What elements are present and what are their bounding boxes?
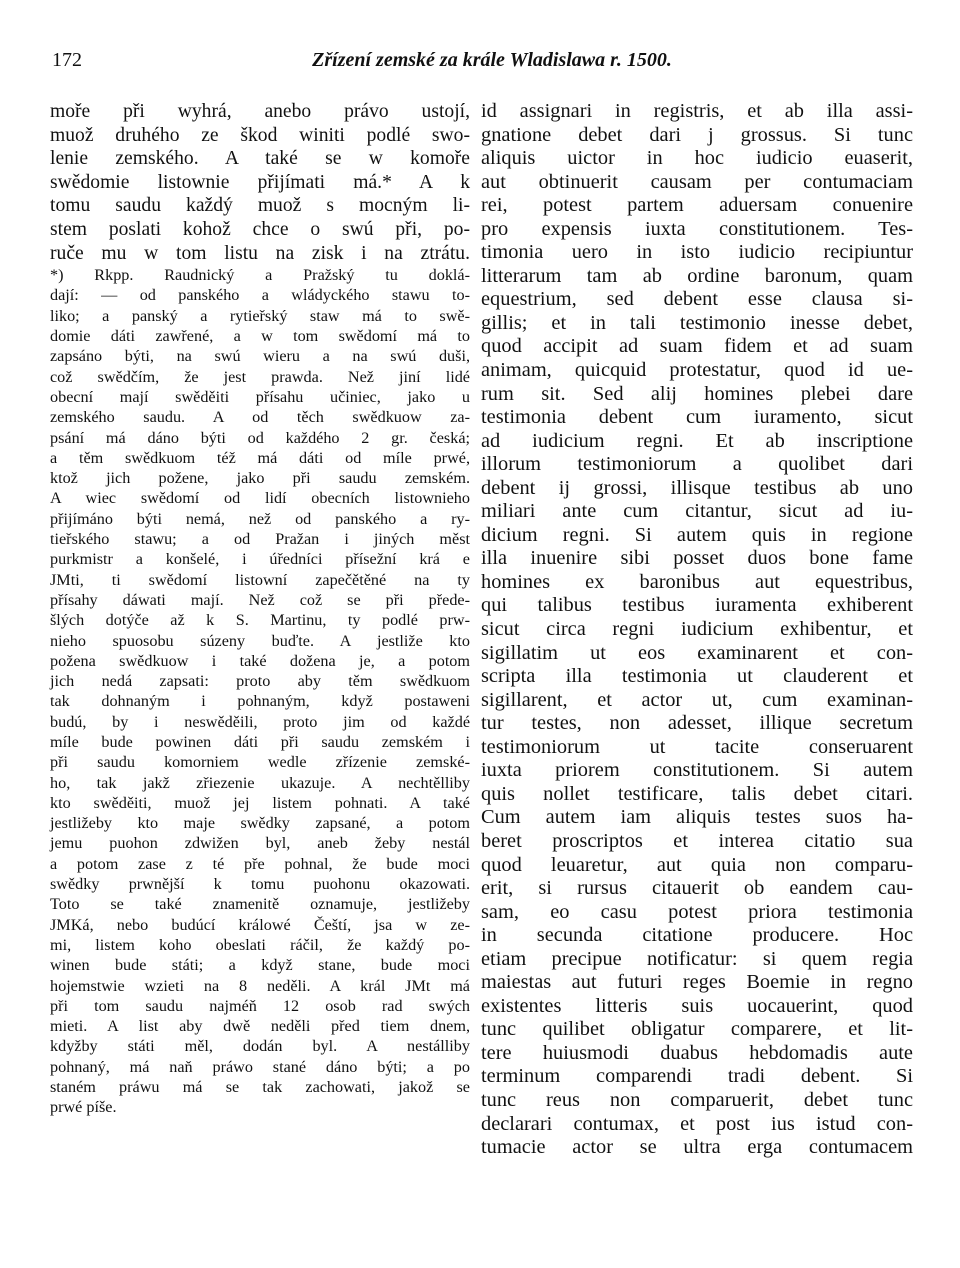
footnote-line: míle bude powinen dáti při saudu zemském i [50, 732, 470, 751]
text-line: dicium regni. Si autem quis in regione [481, 523, 913, 546]
footnote-line: tak dohnaným i pohnaným, když postaweni [50, 692, 470, 711]
footnote-line: obecní mají swěděiti přísahu učiniec, jako u [50, 387, 470, 406]
latin-text [481, 100, 913, 1160]
text-line: quod leuaretur, aut quia non comparu- [481, 853, 913, 876]
text-line: testimonia debent cum iuramento, sicut [481, 406, 913, 429]
text-line: qui talibus testibus iuramenta exhiberent [481, 594, 913, 617]
footnote-line: liko; a panský a rytieřský staw má to swě- [50, 306, 470, 325]
footnote-line: kto swěděiti, muož jej listem pohnati. A také [50, 793, 470, 812]
text-line: pro expensis iuxta constitutionem. Tes- [481, 217, 913, 240]
text-line: iuxta priorem constitutionem. Si autem [481, 759, 913, 782]
text-line: aliquis uictor in hoc iudicio euaserit, [481, 147, 913, 170]
text-line: maiestas aut futuri reges Boemie in regno [481, 971, 913, 994]
footnote-line: Toto se také znamenitě oznamuje, jestližeby [50, 895, 470, 914]
footnote-line: hojemstwie wzieti na 8 neděli. A král JMt má [50, 976, 470, 995]
text-line: tumacie actor se ultra erga contumacem [481, 1136, 913, 1159]
footnote-line: psání má dáno býti od každého 2 gr. česká; [50, 428, 470, 447]
text-line: animam, quicquid protestatur, quod id ue- [481, 359, 913, 382]
text-line: etiam precipue notificatur: si quem regia [481, 947, 913, 970]
text-line: muož druhého ze škod winiti podlé swo- [50, 124, 470, 146]
text-line: stem poslati kohož chce o swú při, po- [50, 218, 470, 240]
footnote-line: jich nedá zapsati: proto aby těm swědkuom [50, 672, 470, 691]
text-line: debent ij grossi, illisque testibus ab uno [481, 476, 913, 499]
footnote-line: šlých dotýče až k S. Martinu, ty podlé prw- [50, 611, 470, 630]
text-line: Cum autem iam aliquis testes suos ha- [481, 806, 913, 829]
text-line: tunc quilibet obligatur comparere, et lit- [481, 1018, 913, 1041]
text-line: miliari ante cum citantur, sicut ad iu- [481, 500, 913, 523]
running-title: Zřízení zemské za krále Wladislawa r. 1500. [312, 49, 672, 71]
text-line: timonia uero in isto iudicio recipiuntur [481, 241, 913, 264]
footnote-line: ho, tak jakž zřiezenie ukazuje. A nechtělliby [50, 773, 470, 792]
text-line: tomu saudu každý muož s mocným li- [50, 195, 470, 217]
text-line: tur testes, non adesset, illique secretum [481, 712, 913, 735]
footnote-line: pohnaný, má naň práwo stané dáno býti; a po [50, 1057, 470, 1076]
text-line: terminum comparendi tradi debent. Si [481, 1065, 913, 1088]
text-line: homines ex baronibus aut equestribus, [481, 570, 913, 593]
footnote-line: jemu puohon zdwižen byl, aneb žeby nestál [50, 834, 470, 853]
text-line: equestrium, sed debent esse clausa si- [481, 288, 913, 311]
text-line: rum sit. Sed alij homines plebei dare [481, 382, 913, 405]
footnote-line: domie dáti zawřené, a w tom swědomí má to [50, 327, 470, 346]
text-line: in secunda citatione producere. Hoc [481, 924, 913, 947]
footnote-text [50, 265, 470, 1117]
footnote-line: A wiec swědomí od lidí obecních listownieho [50, 489, 470, 508]
text-line: ruče mu w tom listu na zisk i na ztrátu. [50, 242, 470, 264]
footnote-line: tieřského stawu; a od Pražan i jiných měst [50, 530, 470, 549]
footnote-line: při tom saudu najméň 12 osob rad swých [50, 996, 470, 1015]
footnote-line: staném práwu má se tak zachowati, jakož se [50, 1078, 470, 1097]
footnote-line: zapsáno býti, na swú wieru a na swú duši, [50, 347, 470, 366]
text-line: ad iudicium regni. Et ab inscriptione [481, 429, 913, 452]
main-text [50, 100, 470, 265]
footnote-line: přijímáno býti nemá, než od panského a ry- [50, 509, 470, 528]
footnote-line: JMKá, nebo budúcí králowé Čeští, jsa w ze- [50, 915, 470, 934]
footnote-line: dají: — od panského a wládyckého stawu to- [50, 286, 470, 305]
text-line: moře při wyhrá, anebo právo ustojí, [50, 101, 470, 122]
text-line: sam, eo casu potest priora testimonia [481, 900, 913, 923]
footnote-line: požena swědkuow i také dožena je, a potom [50, 651, 470, 670]
text-line: beret proscriptos et interea citatio sua [481, 829, 913, 852]
text-line: tere huiusmodi duabus hebdomadis aute [481, 1041, 913, 1064]
footnote-line: a potom zase z té pře pohnal, že bude moci [50, 854, 470, 873]
text-line: aut obtinuerit causam per contumaciam [481, 170, 913, 193]
text-line: tunc reus non comparuerit, debet tunc [481, 1088, 913, 1111]
left-column [50, 100, 470, 1118]
text-line: scripta illa testimonia ut clauderent et [481, 665, 913, 688]
text-line: swědomie listownie přijímati má.* A k [50, 171, 470, 193]
text-line: quis nollet testificare, talis debet citari. [481, 782, 913, 805]
footnote-line: přísahy dáwati mají. Než což se při přede- [50, 590, 470, 609]
text-line: litterarum tam ab ordine baronum, quam [481, 264, 913, 287]
footnote-line: nieho spuosobu súzeny buďte. A jestliže kto [50, 631, 470, 650]
text-line: gnatione debet dari j grossus. Si tunc [481, 123, 913, 146]
footnote-line: kdyžby státi měl, dodán byl. A nestálliby [50, 1037, 470, 1056]
text-line: sigillarent, et actor ut, cum examinan- [481, 688, 913, 711]
right-column [481, 100, 913, 1160]
footnote-line: mi, listem koho obeslati ráčil, že každý po- [50, 935, 470, 954]
footnote-line: budú, by i neswěděili, proto jim od každé [50, 712, 470, 731]
footnote-line: jestližeby kto maje swědky zapsané, a potom [50, 814, 470, 833]
footnote-line: ktož jich požene, jako při saudu zemském. [50, 469, 470, 488]
footnote-line: purkmistr a konšelé, i úředníci přísežní krá e [50, 550, 470, 569]
text-line: illorum testimoniorum a quolibet dari [481, 453, 913, 476]
text-line: id assignari in registris, et ab illa assi- [481, 100, 913, 122]
text-line: sicut circa regni iudicium exhibentur, et [481, 618, 913, 641]
text-line: lenie zemského. A také se w komoře [50, 148, 470, 170]
text-line: existentes litteris suis uocauerint, quod [481, 994, 913, 1017]
text-line: sigillatim ut eos examinarent et con- [481, 641, 913, 664]
footnote-line: mieti. A list aby dwě neděli před tiem dnem, [50, 1017, 470, 1036]
text-line: illa inuenire sibi posset duos bone fame [481, 547, 913, 570]
footnote-line: *) Rkpp. Raudnický a Pražský tu doklá- [50, 266, 470, 285]
footnote-line: a těm swědkuom též má dáti od míle prwé, [50, 448, 470, 467]
text-line: quod accipit ad suam fidem et ad suam [481, 335, 913, 358]
footnote-line: JMti, ti swědomí listowní zapečětěné na ty [50, 570, 470, 589]
footnote-line: při saudu komorniem wedle zřízenie zemské- [50, 753, 470, 772]
footnote-line: což swědčím, že jest prawda. Než jiní lidé [50, 367, 470, 386]
text-line: declarari contumax, et post ius istud con- [481, 1112, 913, 1135]
footnote-line: swědky prwnější k tomu puohonu okazowati. [50, 875, 470, 894]
text-line: rei, potest partem aduersam conuenire [481, 194, 913, 217]
page-number: 172 [52, 49, 82, 71]
text-line: erit, si rursus citauerit ob eandem cau- [481, 877, 913, 900]
text-line: gillis; et in tali testimonio inesse debet, [481, 311, 913, 334]
text-line: testimoniorum ut tacite conseruarent [481, 735, 913, 758]
footnote-line: prwé píše. [50, 1098, 117, 1117]
footnote-line: winen bude státi; a když stane, bude moci [50, 956, 470, 975]
footnote-line: zemského saudu. A od těch swědkuow za- [50, 408, 470, 427]
